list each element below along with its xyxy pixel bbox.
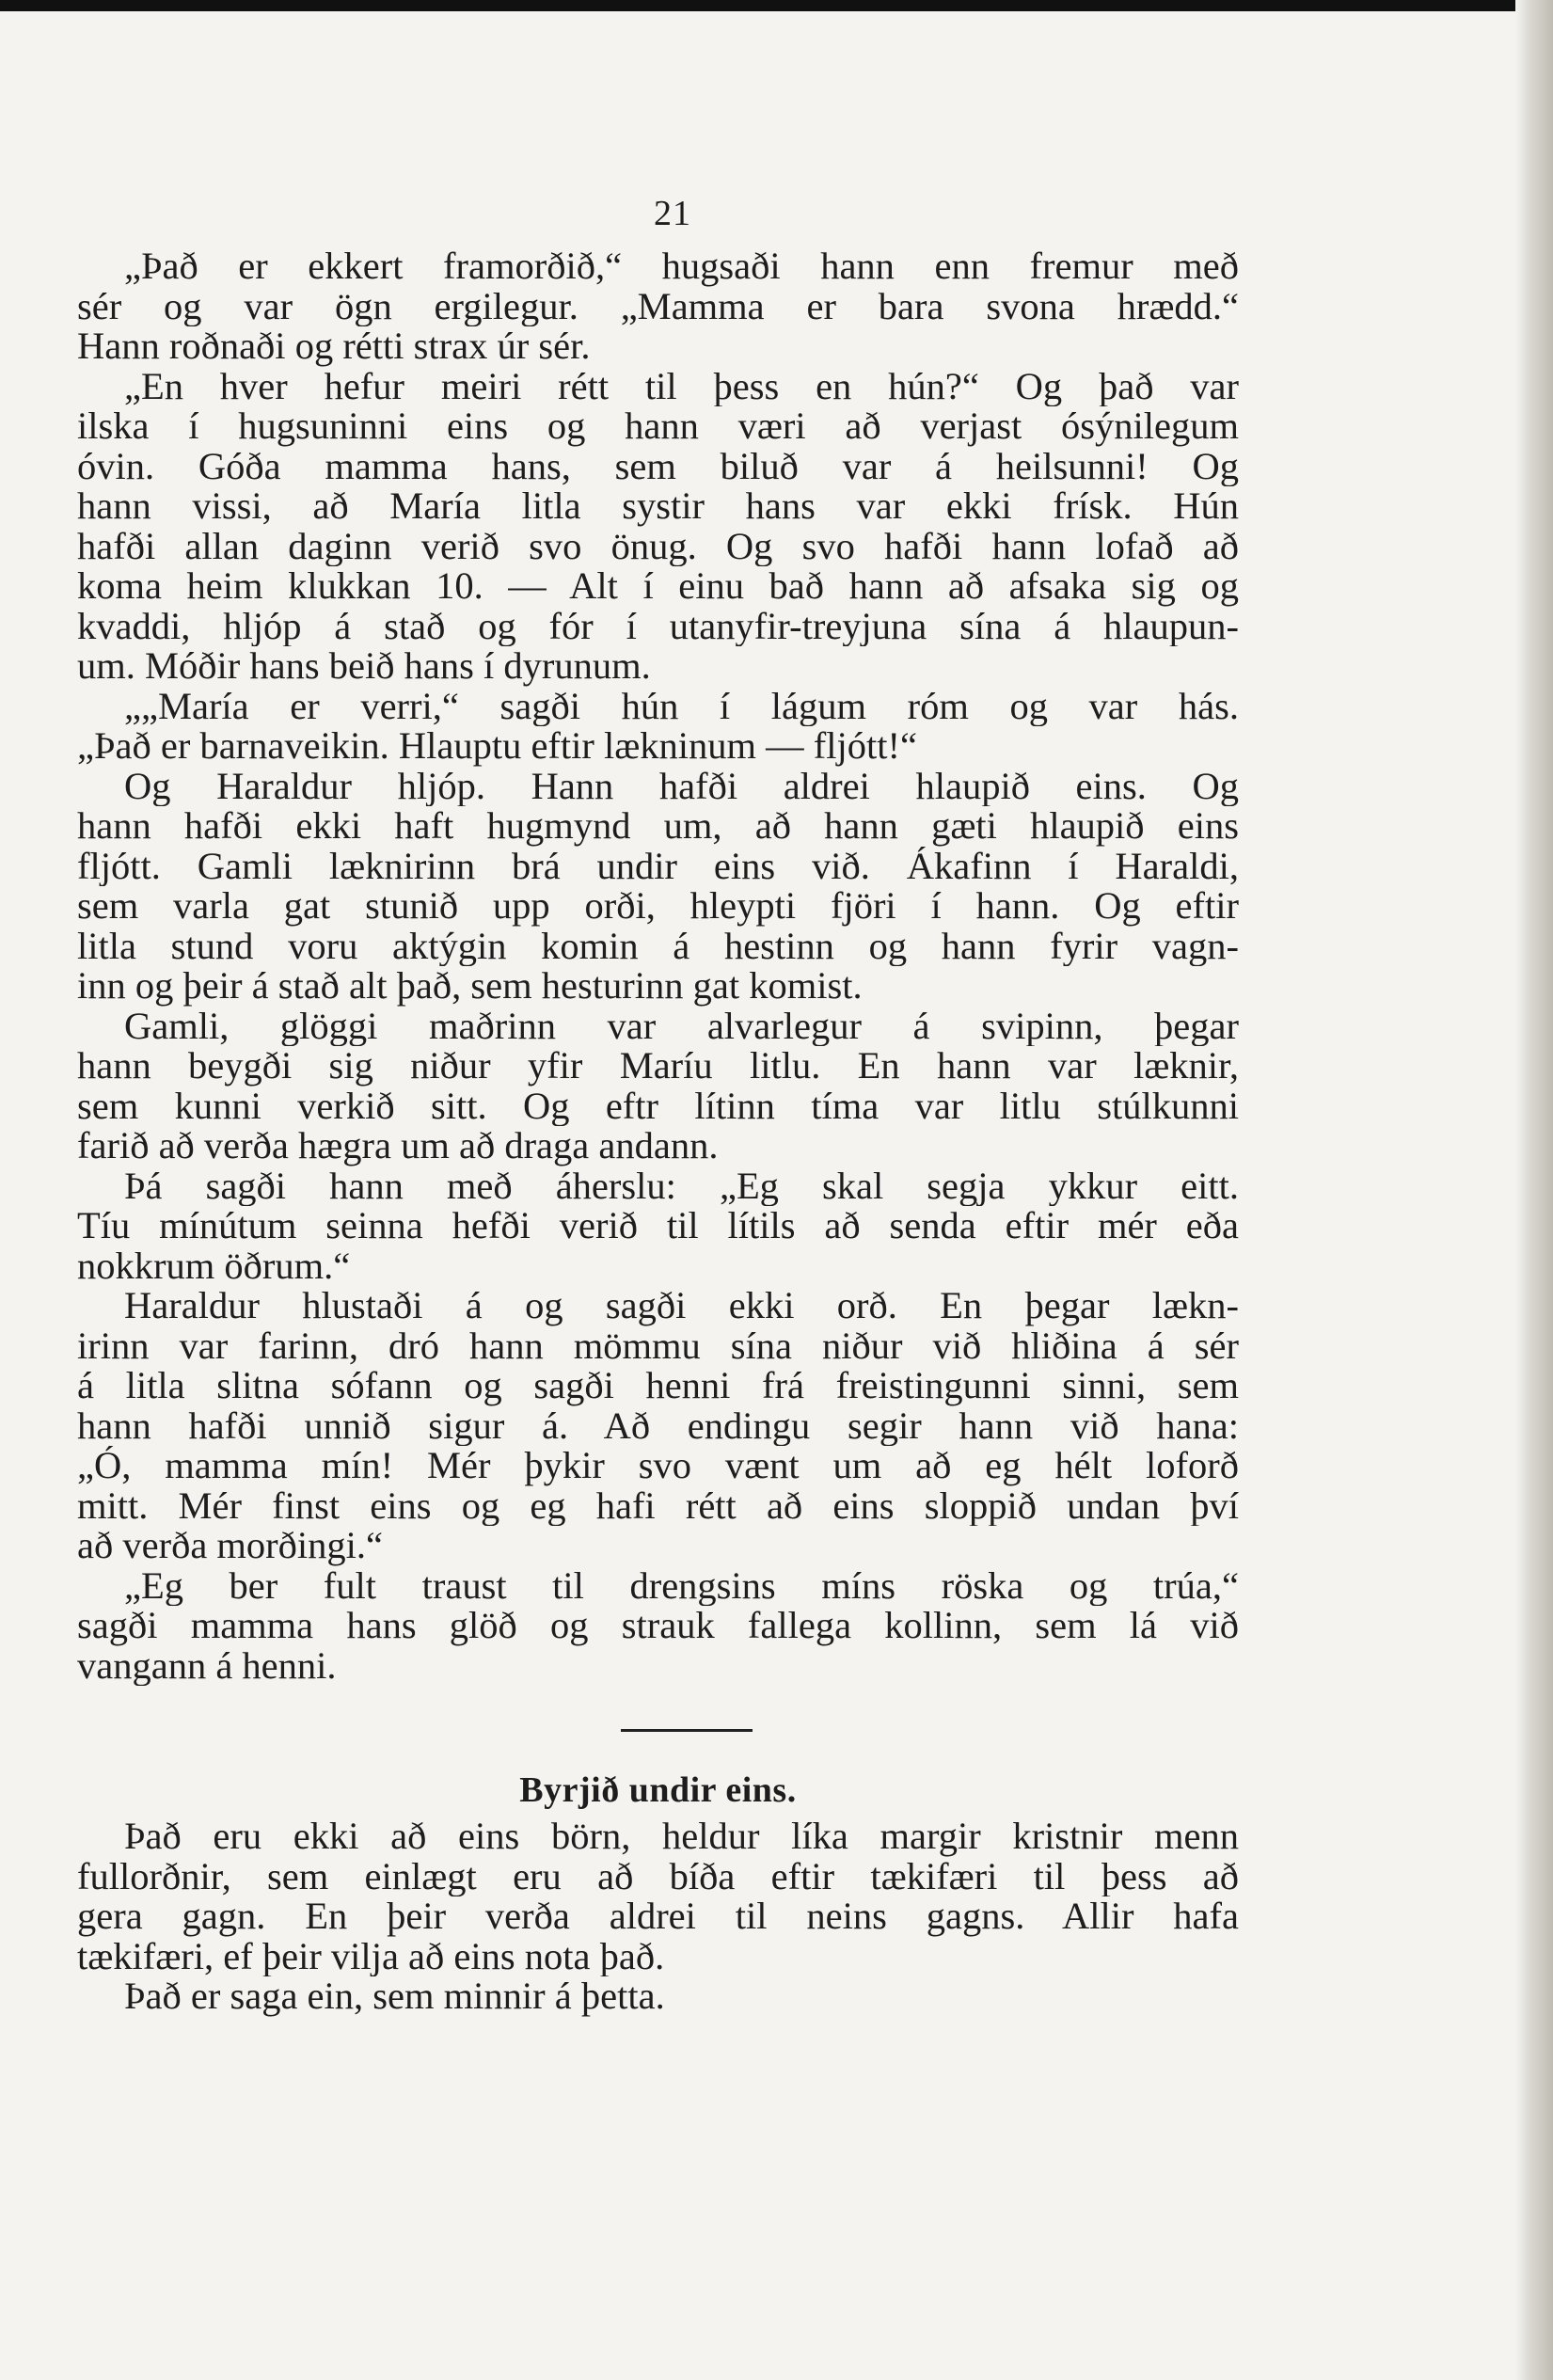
text-line: óvin. Góða mamma hans, sem biluð var á heilsunni! Og	[77, 446, 1239, 486]
text-line: Gamli, glöggi maðrinn var alvarlegur á svipinn, þegar	[124, 1006, 1239, 1046]
text-line: Tíu mínútum seinna hefði verið til lítils að senda eftir mér eða	[77, 1206, 1239, 1246]
text-line: hann vissi, að María litla systir hans var ekki frísk. Hún	[77, 486, 1239, 527]
text-line: „Það er ekkert framorðið,“ hugsaði hann enn fremur með	[124, 246, 1239, 287]
paragraph	[77, 1976, 1239, 2017]
text-line: „„María er verri,“ sagði hún í lágum róm og var hás.	[124, 686, 1239, 726]
text-line: tækifæri, ef þeir vilja að eins nota það.	[77, 1936, 665, 1976]
text-line: hann beygði sig niður yfir Maríu litlu. En hann var læknir,	[77, 1046, 1239, 1087]
text-line: mitt. Mér finst eins og eg hafi rétt að eins sloppið undan því	[77, 1485, 1239, 1526]
paragraph	[77, 246, 1239, 367]
text-line: inn og þeir á stað alt það, sem hesturinn gat komist.	[77, 966, 863, 1007]
text-line: hann hafði unnið sigur á. Að endingu segir hann við hana:	[77, 1405, 1239, 1446]
text-line: hafði allan daginn verið svo önug. Og svo hafði hann lofað að	[77, 526, 1239, 566]
text-line: nokkrum öðrum.“	[77, 1246, 351, 1286]
text-line: fullorðnir, sem einlægt eru að bíða eftir tækifæri til þess að	[77, 1856, 1239, 1896]
text-line: Það er saga ein, sem minnir á þetta.	[124, 1976, 665, 2017]
text-line: Og Haraldur hljóp. Hann hafði aldrei hlaupið eins. Og	[124, 766, 1239, 806]
story-body	[77, 246, 1239, 1686]
text-line: farið að verða hægra um að draga andann.	[77, 1126, 719, 1166]
paragraph	[77, 1566, 1239, 1687]
paragraph	[77, 1166, 1239, 1287]
section-heading: Byrjið undir eins.	[519, 1770, 797, 1810]
text-line: Þá sagði hann með áherslu: „Eg skal segja ykkur eitt.	[124, 1166, 1239, 1206]
paragraph	[77, 1286, 1239, 1566]
page-number: 21	[654, 194, 691, 233]
text-line: gera gagn. En þeir verða aldrei til neins gagns. Allir hafa	[77, 1896, 1239, 1937]
text-line: litla stund voru aktýgin komin á hestinn og hann fyrir vagn-	[77, 926, 1239, 966]
text-line: fljótt. Gamli læknirinn brá undir eins við. Ákafinn í Haraldi,	[77, 846, 1239, 886]
text-line: Það eru ekki að eins börn, heldur líka margir kristnir menn	[124, 1817, 1239, 1857]
text-line: irinn var farinn, dró hann mömmu sína niður við hliðina á sér	[77, 1325, 1239, 1366]
text-line: hann hafði ekki haft hugmynd um, að hann gæti hlaupið eins	[77, 806, 1239, 847]
section-divider	[621, 1729, 753, 1732]
text-line: „Ó, mamma mín! Mér þykir svo vænt um að eg hélt loforð	[77, 1446, 1239, 1486]
text-line: vangann á henni.	[77, 1645, 337, 1686]
paragraph	[77, 767, 1239, 1007]
text-line: „En hver hefur meiri rétt til þess en hún?“ Og það var	[124, 366, 1239, 406]
text-line: Haraldur hlustaði á og sagði ekki orð. En þegar lækn-	[124, 1286, 1239, 1326]
scan-top-edge	[0, 0, 1553, 11]
paragraph	[77, 367, 1239, 687]
text-line: á litla slitna sófann og sagði henni frá freistingunni sinni, sem	[77, 1366, 1239, 1406]
text-line: „Það er barnaveikin. Hlauptu eftir lækninum — fljótt!“	[77, 726, 918, 767]
text-line: að verða morðingi.“	[77, 1526, 384, 1566]
text-line: Hann roðnaði og rétti strax úr sér.	[77, 326, 591, 367]
text-line: koma heim klukkan 10. — Alt í einu bað hann að afsaka sig og	[77, 566, 1239, 607]
main-text	[77, 246, 1239, 2017]
text-line: ilska í hugsuninni eins og hann væri að verjast ósýnilegum	[77, 406, 1239, 447]
text-line: kvaddi, hljóp á stað og fór í utanyfir-treyjuna sína á hlaupun-	[77, 606, 1239, 646]
paragraph	[77, 1817, 1239, 1976]
text-line: sér og var ögn ergilegur. „Mamma er bara svona hrædd.“	[77, 286, 1239, 326]
text-line: sem varla gat stunið upp orði, hleypti fjöri í hann. Og eftir	[77, 886, 1239, 927]
text-line: sem kunni verkið sitt. Og eftr lítinn tíma var litlu stúlkunni	[77, 1086, 1239, 1126]
scan-right-edge	[1515, 0, 1553, 2380]
paragraph	[77, 1007, 1239, 1166]
text-line: um. Móðir hans beið hans í dyrunum.	[77, 646, 651, 687]
paragraph	[77, 687, 1239, 767]
text-line: „Eg ber fult traust til drengsins míns röska og trúa,“	[124, 1565, 1239, 1606]
text-line: sagði mamma hans glöð og strauk fallega kollinn, sem lá við	[77, 1606, 1239, 1646]
section-body	[77, 1817, 1239, 2017]
